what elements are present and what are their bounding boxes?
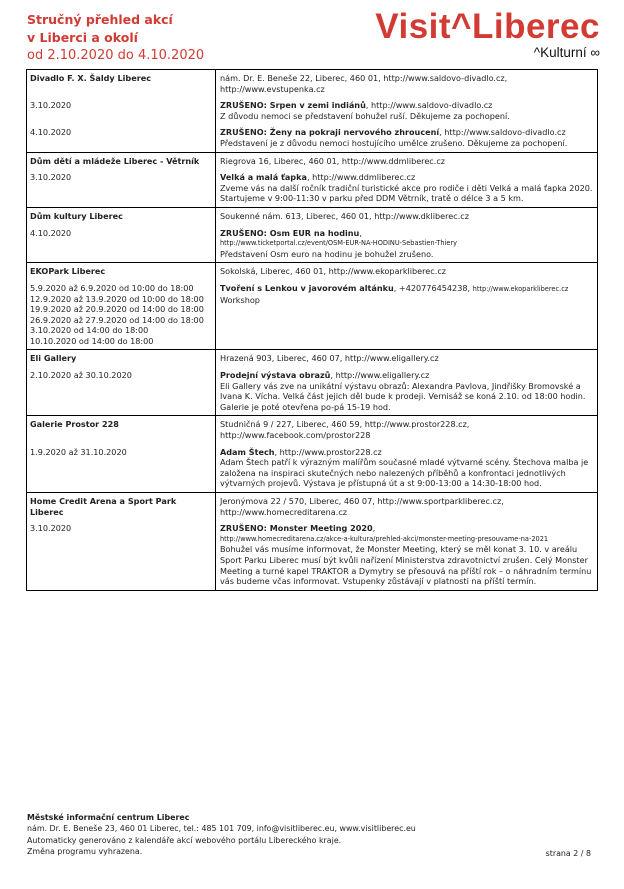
event-title-line <box>220 447 594 458</box>
event-link: , <box>372 523 376 534</box>
event-title: ZRUŠENO: Monster Meeting 2020 <box>220 523 373 534</box>
venue-address: Jeronýmova 22 / 570, Liberec, 460 07, http://www.sportparkliberec.cz, http://www.homecreditarena.cz <box>220 496 504 517</box>
event-date: 3.10.2020 <box>30 172 72 183</box>
event-description: Adam Štech patří k výrazným malířům současné mladé výtvarné scény. Štechova malba je založena na inspiraci skutečných nebo nalezených příběhů a konfrontaci jednotlivých výtvarných projevů. Výstava je přístupná út a st 9:00-13:00 a 14:30-18:00 hod. <box>220 457 589 489</box>
page-footer <box>27 812 597 857</box>
event-description: Bohužel vás musíme informovat, že Monster Meeting, který se měl konat 3. 10. v areálu Sport Parku Liberec musí být kvůli nařízení Ministerstva zdravotnictví zrušen. Celý Monster Meeting a turné kapel TRAKTOR a Dymytry se přesouvá na příští rok – o náhradním termínu vás budeme včas informovat. Vstupenky zůstávají v platnosti na příští termín. <box>220 544 592 587</box>
event-date: 2.10.2020 až 30.10.2020 <box>30 370 132 381</box>
venue-row <box>27 416 598 444</box>
venue-address-cell <box>216 263 598 280</box>
venue-address: nám. Dr. E. Beneše 22, Liberec, 460 01, http://www.saldovo-divadlo.cz, http://www.evstupenka.cz <box>220 73 508 94</box>
venue-name: Galerie Prostor 228 <box>30 419 119 430</box>
event-info-cell <box>216 367 598 416</box>
event-row <box>27 520 598 590</box>
venue-address-cell <box>216 152 598 169</box>
event-link: , http://www.saldovo-divadlo.cz <box>365 100 493 111</box>
footer-address: nám. Dr. E. Beneše 23, 460 01 Liberec, tel.: 485 101 709, info@visitliberec.eu, www.visitliberec.eu <box>27 824 416 834</box>
footer-org-name: Městské informační centrum Liberec <box>27 813 190 822</box>
event-title-line <box>220 127 594 138</box>
venue-name: EKOPark Liberec <box>30 266 106 277</box>
venue-name-cell <box>27 70 216 98</box>
page-header <box>0 0 624 70</box>
event-title-line <box>220 283 594 295</box>
event-info-cell <box>216 97 598 124</box>
event-link: , <box>359 227 362 238</box>
venue-name-cell <box>27 152 216 169</box>
event-info-cell <box>216 124 598 152</box>
event-info-cell <box>216 444 598 493</box>
venue-address: Hrazená 903, Liberec, 460 07, http://www.eligallery.cz <box>220 353 439 364</box>
event-title-line <box>220 370 594 381</box>
event-date: 4.10.2020 <box>30 227 72 238</box>
logo-text: Visit^Liberec <box>375 7 600 46</box>
venue-name: Dům dětí a mládeže Liberec - Větrník <box>30 155 200 166</box>
event-date: 3.10.2020 <box>30 100 72 111</box>
venue-name-cell <box>27 493 216 521</box>
venue-name: Home Credit Arena a Sport Park Liberec <box>30 496 177 517</box>
event-title-line <box>220 523 594 534</box>
event-row <box>27 367 598 416</box>
event-link: , http://www.eligallery.cz <box>330 370 430 381</box>
venue-address-cell <box>216 493 598 521</box>
event-link: , http://www.saldovo-divadlo.cz <box>439 127 566 138</box>
document-title <box>27 11 204 65</box>
venue-name: Dům kultury Liberec <box>30 210 123 221</box>
logo-tagline: ^Kulturní ∞ <box>533 45 600 60</box>
title-line-2: v Liberci a okolí <box>27 30 138 45</box>
venue-address: Sokolská, Liberec, 460 01, http://www.ekoparkliberec.cz <box>220 266 447 277</box>
event-row <box>27 97 598 124</box>
footer-note-auto: Automaticky generováno z kalendáře akcí webového portálu Libereckého kraje. <box>27 835 342 845</box>
event-description: Představení Osm euro na hodinu je bohužel zrušeno. <box>220 248 434 259</box>
event-description: Workshop <box>220 294 260 305</box>
venue-name-cell <box>27 263 216 280</box>
event-row <box>27 169 598 207</box>
venue-name-cell <box>27 207 216 224</box>
event-link: , http://www.prostor228.cz <box>274 446 382 457</box>
event-info-cell <box>216 520 598 590</box>
event-date-cell <box>27 280 216 350</box>
event-title: ZRUŠENO: Srpen v zemi indiánů <box>220 100 366 111</box>
title-line-1: Stručný přehled akcí <box>27 12 173 27</box>
venue-row <box>27 263 598 280</box>
event-title-line <box>220 100 594 111</box>
event-description: Z důvodu nemoci se představení bohužel ruší. Děkujeme za pochopení. <box>220 110 510 121</box>
venue-row <box>27 70 598 98</box>
event-url: http://www.ekoparkliberec.cz <box>472 284 569 293</box>
event-description: Zveme vás na další ročník tradiční turistické akce pro rodiče i děti Velká a malá ťapka 2020. Startujeme v 9:00-11:30 v parku před DDM Větrník, tratě o délce 3 a 5 km. <box>220 182 593 204</box>
venue-address-cell <box>216 70 598 98</box>
venue-row <box>27 493 598 521</box>
venue-address: Soukenné nám. 613, Liberec, 460 01, http://www.dkliberec.cz <box>220 210 469 221</box>
page-number: strana 2 / 8 <box>545 849 591 858</box>
venue-row <box>27 207 598 224</box>
event-url: http://www.homecreditarena.cz/akce-a-kultura/prehled-akci/monster-meeting-presouvame-na-2021 <box>220 534 549 543</box>
venue-row <box>27 350 598 367</box>
event-title: Adam Štech <box>220 446 275 457</box>
event-date-cell <box>27 97 216 124</box>
events-table <box>26 69 598 591</box>
date-range: od 2.10.2020 do 4.10.2020 <box>27 48 205 63</box>
event-title: ZRUŠENO: Ženy na pokraji nervového zhroucení <box>220 127 440 138</box>
venue-address-cell <box>216 350 598 367</box>
venue-address: Riegrova 16, Liberec, 460 01, http://www.ddmliberec.cz <box>220 155 446 166</box>
event-date-cell <box>27 124 216 152</box>
event-title-line <box>220 228 594 239</box>
event-title: ZRUŠENO: Osm EUR na hodinu <box>220 227 360 238</box>
event-date: 5.9.2020 až 6.9.2020 od 10:00 do 18:00 12.9.2020 až 13.9.2020 od 10:00 do 18:00 19.9.2020 až 20.9.2020 od 14:00 do 18:00 26.9.2020 až 27.9.2020 od 14:00 do 18:00 3.10.2020 od 14:00 do 18:00 10.10.2020 od 14:00 do 18:00 <box>30 282 204 346</box>
footer-note-change: Změna programu vyhrazena. <box>27 846 143 856</box>
event-link: , +420776454238, <box>393 282 473 293</box>
venue-name: Eli Gallery <box>30 353 77 364</box>
event-date-cell <box>27 520 216 590</box>
event-date: 1.9.2020 až 31.10.2020 <box>30 446 127 457</box>
event-title: Prodejní výstava obrazů <box>220 370 331 381</box>
venue-address-cell <box>216 416 598 444</box>
event-url: http://www.ticketportal.cz/event/OSM-EUR-NA-HODINU-Sebastien-Thiery <box>220 239 458 248</box>
event-date-cell <box>27 444 216 493</box>
visitliberec-logo <box>375 8 600 61</box>
event-title-line <box>220 172 594 183</box>
venue-name: Divadlo F. X. Šaldy Liberec <box>30 73 151 83</box>
venue-name-cell <box>27 416 216 444</box>
event-link: , http://www.ddmliberec.cz <box>306 172 416 183</box>
event-date-cell <box>27 367 216 416</box>
event-title: Velká a malá ťapka <box>220 172 307 183</box>
event-info-cell <box>216 225 598 263</box>
event-title: Tvoření s Lenkou v javorovém altánku <box>220 282 394 293</box>
venue-address-cell <box>216 207 598 224</box>
event-date-cell <box>27 225 216 263</box>
event-row <box>27 444 598 493</box>
event-info-cell <box>216 169 598 207</box>
venue-name-cell <box>27 350 216 367</box>
event-row <box>27 124 598 152</box>
event-row <box>27 225 598 263</box>
venue-row <box>27 152 598 169</box>
event-date: 3.10.2020 <box>30 523 72 534</box>
event-date-cell <box>27 169 216 207</box>
event-date: 4.10.2020 <box>30 127 72 138</box>
venue-address: Studničná 9 / 227, Liberec, 460 59, http://www.prostor228.cz, http://www.facebook.com/prostor228 <box>220 419 470 441</box>
event-info-cell <box>216 280 598 350</box>
event-row <box>27 280 598 350</box>
event-description: Eli Gallery vás zve na unikátní výstavu obrazů: Alexandra Pavlova, Jindřišky Bromovské a Ivana K. Vícha. Velká část jejich děl bude k prodeji. Vernisáž se koná 2.10. od 18:00 hodin. Galerie je poté otevřena po-pá 15-19 hod. <box>220 380 586 412</box>
event-description: Představení je z důvodu nemoci hostujícího umělce zrušeno. Děkujeme za pochopení. <box>220 137 568 148</box>
